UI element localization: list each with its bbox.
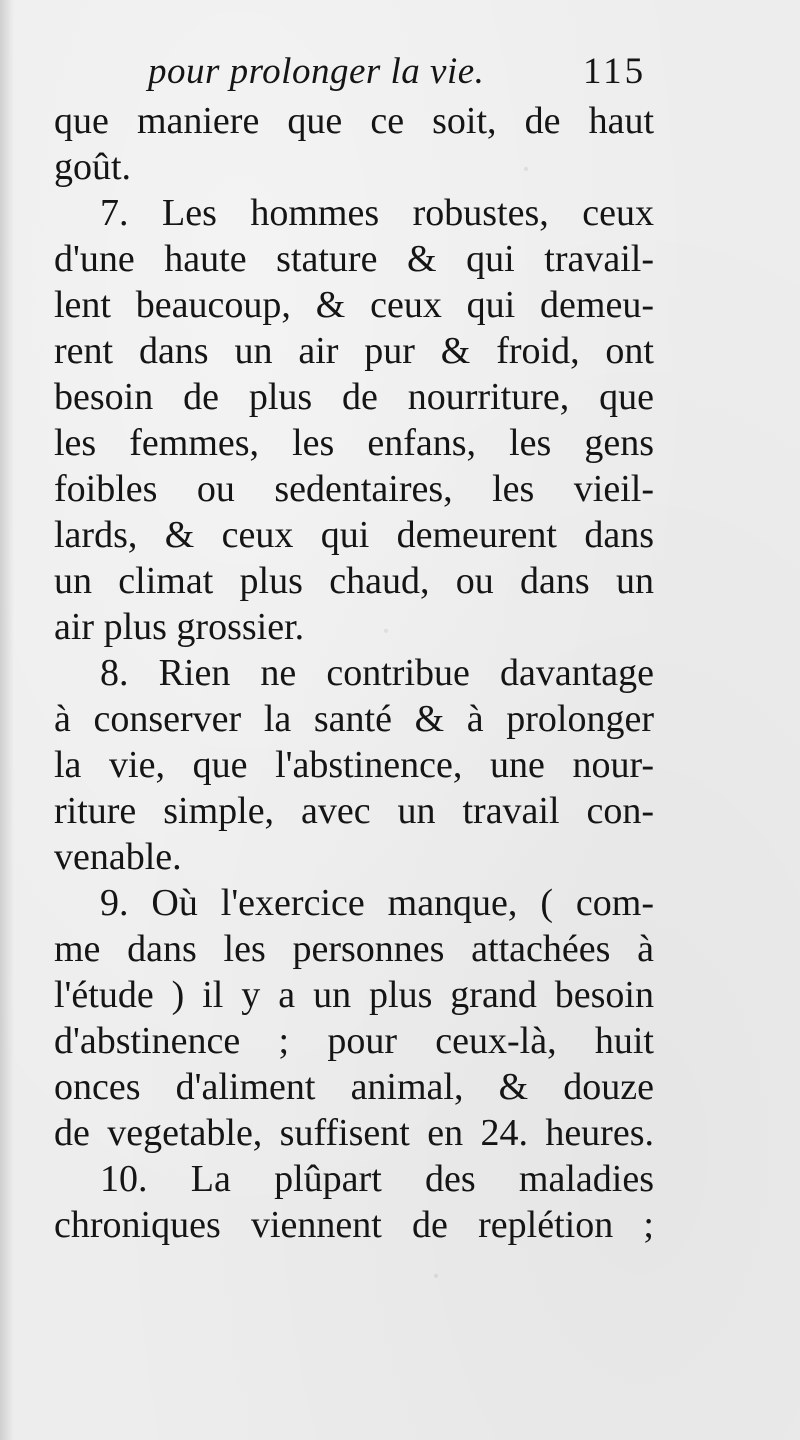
text-line: d'abstinence ; pour ceux-là, huit — [54, 1020, 654, 1062]
running-title: pour prolonger la vie. — [148, 51, 485, 92]
text-line: de vegetable, suffisent en 24. heures. — [54, 1112, 654, 1154]
text-line: d'une haute stature & qui travail- — [54, 238, 654, 280]
paragraph-start-7: 7. Les hommes robustes, ceux — [100, 192, 654, 234]
paragraph-start-10: 10. La plûpart des maladies — [100, 1158, 654, 1200]
text-line: l'étude ) il y a un plus grand besoin — [54, 974, 654, 1016]
text-line: riture simple, avec un travail con- — [54, 790, 654, 832]
text-line: venable. — [54, 836, 182, 878]
text-line: foibles ou sedentaires, les vieil- — [54, 468, 654, 510]
text-line: air plus grossier. — [54, 606, 305, 648]
text-line: lards, & ceux qui demeurent dans — [54, 514, 654, 556]
page-number: 115 — [583, 51, 647, 92]
text-line: les femmes, les enfans, les gens — [54, 422, 654, 464]
page-edge-shadow — [0, 0, 14, 1440]
bleed-through-text: · — [380, 611, 392, 651]
text-line: un climat plus chaud, ou dans un — [54, 560, 654, 602]
text-line: chroniques viennent de replétion ; — [54, 1204, 654, 1246]
paragraph-start-8: 8. Rien ne contribue davantage — [100, 652, 654, 694]
text-line: que maniere que ce soit, de haut — [54, 100, 654, 142]
text-line: besoin de plus de nourriture, que — [54, 376, 654, 418]
text-line: la vie, que l'abstinence, une nour- — [54, 744, 654, 786]
bleed-through-text: · — [430, 1256, 442, 1296]
text-line: lent beaucoup, & ceux qui demeu- — [54, 284, 654, 326]
bleed-through-text: · — [520, 149, 532, 189]
text-line: me dans les personnes attachées à — [54, 928, 654, 970]
paragraph-start-9: 9. Où l'exercice manque, ( com- — [100, 882, 654, 924]
text-line: onces d'aliment animal, & douze — [54, 1066, 654, 1108]
text-line: goût. — [54, 146, 132, 188]
text-line: rent dans un air pur & froid, ont — [54, 330, 654, 372]
text-line: à conserver la santé & à prolonger — [54, 698, 654, 740]
